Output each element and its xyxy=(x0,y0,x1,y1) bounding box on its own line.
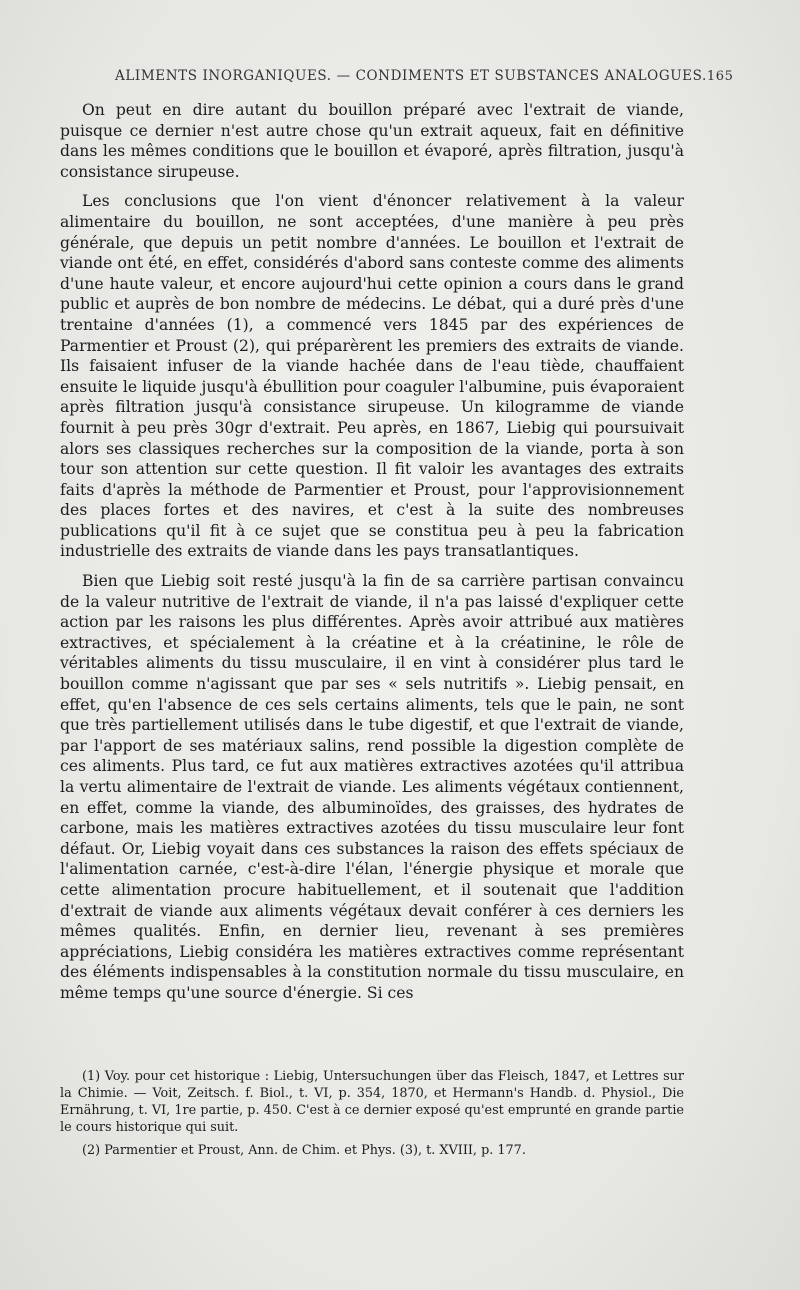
footnotes xyxy=(60,1068,684,1159)
main-text xyxy=(60,100,684,1004)
running-header xyxy=(115,68,734,84)
paragraph-3: Bien que Liebig soit resté jusqu'à la fin de sa carrière partisan convaincu de la valeur nutritive de l'extrait de viande, il n'a pas laissé d'expliquer cette action par les raisons les plus différentes. Après avoir attribué aux matières extractives, et spécialement à la créatine et à la créatinine, le rôle de véritables aliments du tissu musculaire, il en vint à considérer plus tard le bouillon comme n'agissant que par ses « sels nutritifs ». Liebig pensait, en effet, qu'en l'absence de ces sels certains aliments, tels que le pain, ne sont que très partiellement utilisés dans le tube digestif, et que l'extrait de viande, par l'apport de ses matériaux salins, rend possible la digestion complète de ces aliments. Plus tard, ce fut aux matières extractives azotées qu'il attribua la vertu alimentaire de l'extrait de viande. Les aliments végétaux contiennent, en effet, comme la viande, des albuminoïdes, des graisses, des hydrates de carbone, mais les matières extractives azotées du tissu musculaire leur font défaut. Or, Liebig voyait dans ces substances la raison des effets spéciaux de l'alimentation carnée, c'est-à-dire l'élan, l'énergie physique et morale que cette alimentation procure habituellement, et il soutenait que l'addition d'extrait de viande aux aliments végétaux devait conférer à ces derniers les mêmes qualités. Enfin, en dernier lieu, revenant à ses premières appréciations, Liebig considéra les matières extractives comme représentant des éléments indispensables à la constitution normale du tissu musculaire, en même temps qu'une source d'énergie. Si ces xyxy=(60,572,684,1002)
footnote-1: (1) Voy. pour cet historique : Liebig, Untersuchungen über das Fleisch, 1847, et Lettres sur la Chimie. — Voit, Zeitsch. f. Biol., t. VI, p. 354, 1870, et Hermann's Handb. d. Physiol., Die Ernährung, t. VI, 1re partie, p. 450. C'est à ce dernier exposé qu'est emprunté en grande partie le cours historique qui suit. xyxy=(60,1069,684,1135)
running-title: ALIMENTS INORGANIQUES. — CONDIMENTS ET SUBSTANCES ANALOGUES. xyxy=(115,68,707,84)
page-number: 165 xyxy=(706,69,734,84)
paragraph-1: On peut en dire autant du bouillon préparé avec l'extrait de viande, puisque ce dernier n'est autre chose qu'un extrait aqueux, fait en définitive dans les mêmes conditions que le bouillon et évaporé, après filtration, jusqu'à consistance sirupeuse. xyxy=(60,101,684,181)
paragraph-2: Les conclusions que l'on vient d'énoncer relativement à la valeur alimentaire du bouillon, ne sont acceptées, d'une manière à peu près générale, que depuis un petit nombre d'années. Le bouillon et l'extrait de viande ont été, en effet, considérés d'abord sans conteste comme des aliments d'une haute valeur, et encore aujourd'hui cette opinion a cours dans le grand public et auprès de bon nombre de médecins. Le débat, qui a duré près d'une trentaine d'années (1), a commencé vers 1845 par des expériences de Parmentier et Proust (2), qui préparèrent les premiers des extraits de viande. Ils faisaient infuser de la viande hachée dans de l'eau tiède, chauffaient ensuite le liquide jusqu'à ébullition pour coaguler l'albumine, puis évaporaient après filtration jusqu'à consistance sirupeuse. Un kilogramme de viande fournit à peu près 30gr d'extrait. Peu après, en 1867, Liebig qui poursuivait alors ses classiques recherches sur la composition de la viande, porta à son tour son attention sur cette question. Il fit valoir les avantages des extraits faits d'après la méthode de Parmentier et Proust, pour l'approvisionnement des places fortes et des navires, et c'est à la suite des nombreuses publications qu'il fit à ce sujet que se constitua peu à peu la fabrication industrielle des extraits de viande dans les pays transatlantiques. xyxy=(60,192,684,561)
footnote-2: (2) Parmentier et Proust, Ann. de Chim. et Phys. (3), t. XVIII, p. 177. xyxy=(82,1143,526,1158)
